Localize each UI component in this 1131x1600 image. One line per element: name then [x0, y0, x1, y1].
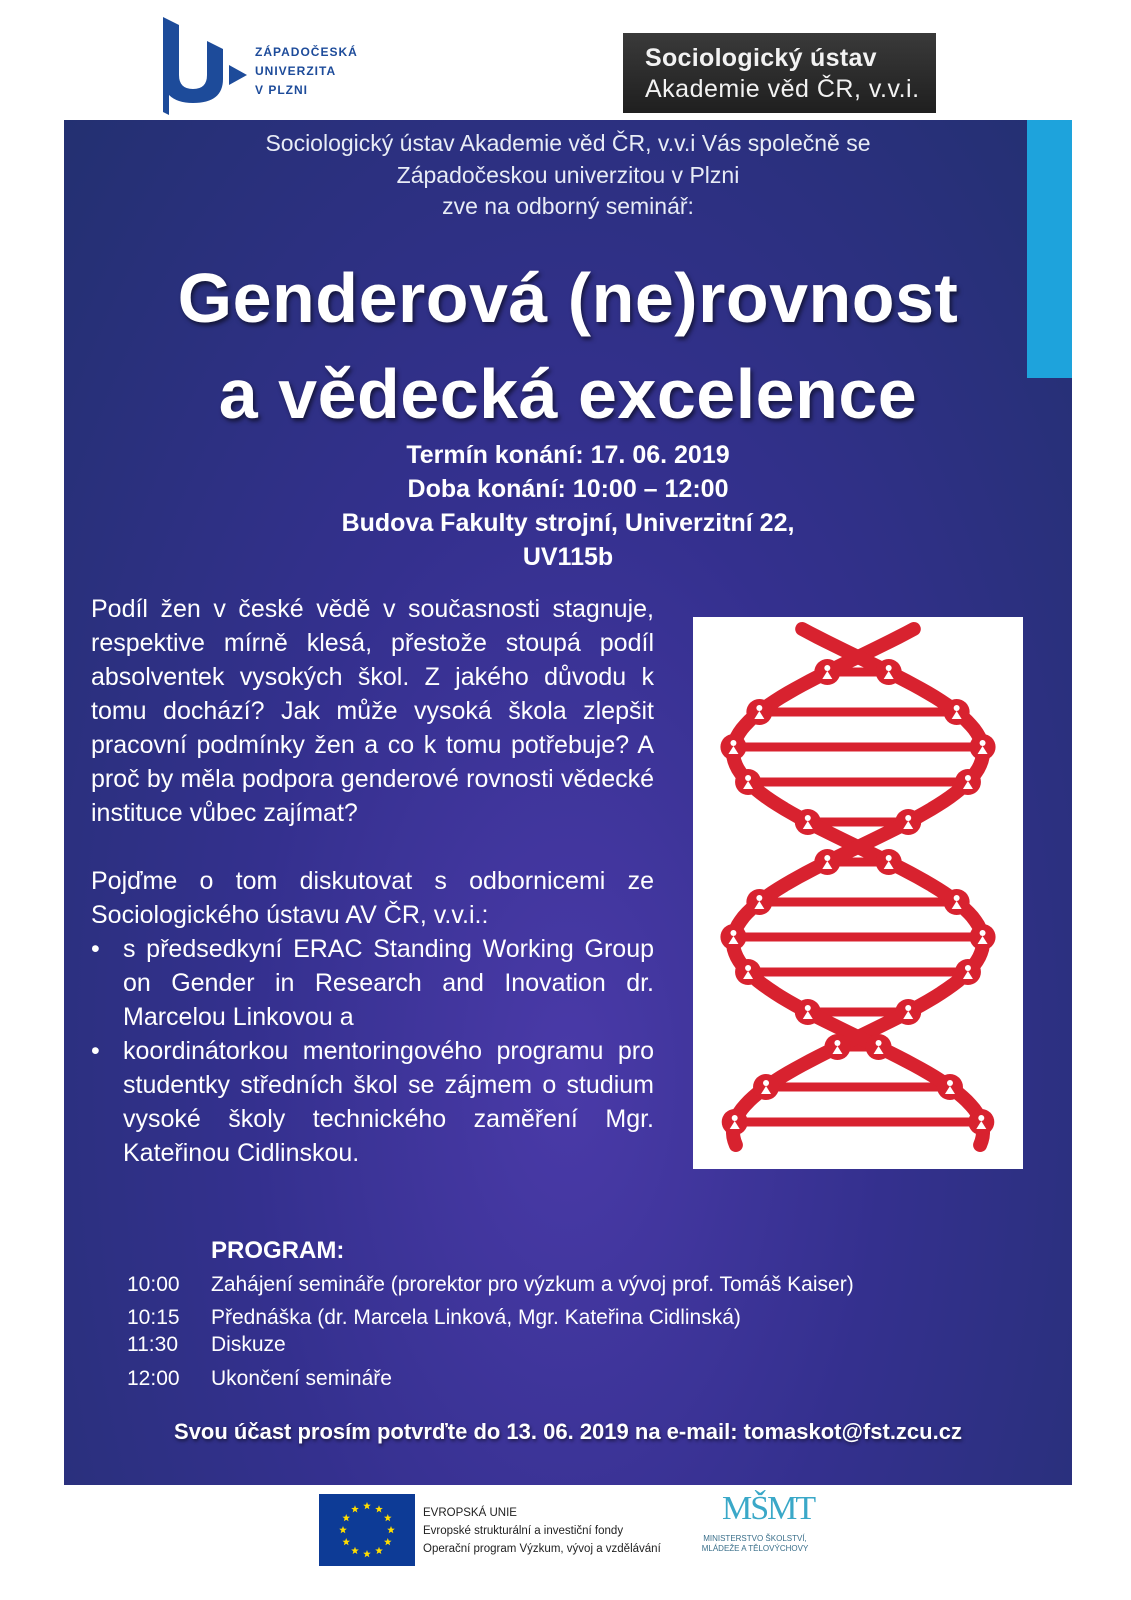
- eu-star-icon: [375, 1547, 383, 1554]
- title-line-2: a vědecká excelence: [218, 355, 918, 433]
- zcu-u-mark-icon: [163, 17, 253, 117]
- program-row: [127, 1273, 854, 1297]
- zcu-name-line-3: V PLZNI: [255, 83, 309, 97]
- poster-main: [64, 120, 1072, 1485]
- eu-line-1: EVROPSKÁ UNIE: [423, 1507, 517, 1519]
- program-text: Diskuze: [211, 1333, 286, 1356]
- eu-star-icon: [342, 1538, 350, 1545]
- msmt-logo: [692, 1490, 852, 1570]
- dna-helix-icon: [693, 617, 1023, 1169]
- sociological-institute-logo: [623, 33, 936, 113]
- eu-line-2: Evropské strukturální a investiční fondy: [423, 1525, 624, 1537]
- zcu-name: [255, 43, 358, 100]
- zcu-name-line-1: ZÁPADOČESKÁ: [255, 45, 358, 59]
- event-room: UV115b: [522, 543, 614, 571]
- eu-star-icon: [351, 1505, 359, 1512]
- event-time: Doba konání: 10:00 – 12:00: [407, 475, 729, 503]
- eu-star-icon: [363, 1502, 371, 1509]
- program-time: 11:30: [127, 1333, 178, 1356]
- eu-star-icon: [384, 1538, 392, 1545]
- eu-funding-text: [423, 1504, 661, 1558]
- zcu-name-line-2: UNIVERZITA: [255, 64, 337, 78]
- dna-illustration: [693, 617, 1023, 1169]
- program-row: [127, 1306, 741, 1330]
- rsvp-note: Svou účast prosím potvrďte do 13. 06. 2019 na e-mail: tomaskot@fst.zcu.cz: [174, 1419, 962, 1444]
- program-text: Ukončení semináře: [211, 1367, 392, 1390]
- program-heading: PROGRAM:: [211, 1237, 345, 1264]
- msmt-line-2: MLÁDEŽE A TĚLOVÝCHOVY: [701, 1544, 809, 1553]
- program-text: Přednáška (dr. Marcela Linková, Mgr. Kateřina Cidlinská): [211, 1306, 741, 1329]
- msmt-name: [692, 1534, 818, 1554]
- eu-line-3: Operační program Výzkum, vývoj a vzdělávání: [423, 1543, 661, 1555]
- title-line-1: Genderová (ne)rovnost: [177, 259, 959, 337]
- program-row: [127, 1333, 286, 1357]
- eu-star-icon: [342, 1514, 350, 1521]
- eu-star-icon: [351, 1547, 359, 1554]
- eu-flag-icon: [319, 1494, 415, 1566]
- eu-star-icon: [363, 1550, 371, 1557]
- msmt-line-1: MINISTERSTVO ŠKOLSTVÍ,: [703, 1534, 807, 1543]
- body-text: [91, 592, 654, 1170]
- event-date: Termín konání: 17. 06. 2019: [406, 441, 730, 469]
- eu-star-icon: [339, 1526, 347, 1533]
- speaker-list-item: • s předsedkyní ERAC Standing Working Group on Gender in Research and Inovation dr. Marcelou Linkovou a: [91, 932, 654, 1034]
- zcu-logo: [163, 17, 363, 117]
- soc-logo-line-2: Akademie věd ČR, v.v.i.: [645, 75, 920, 103]
- intro-line-3: zve na odborný seminář:: [442, 193, 694, 219]
- intro-line-2: Západočeskou univerzitou v Plzni: [396, 162, 740, 188]
- event-venue: Budova Fakulty strojní, Univerzitní 22,: [341, 509, 795, 537]
- eu-star-icon: [387, 1526, 395, 1533]
- speaker-list: [91, 932, 654, 1170]
- program-time: 10:15: [127, 1306, 180, 1329]
- msmt-mark: MŠMT: [722, 1490, 815, 1527]
- program-time: 12:00: [127, 1367, 180, 1390]
- paragraph-1: Podíl žen v české vědě v současnosti stagnuje, respektive mírně klesá, přestože stoupá podíl absolventek vysokých škol. Z jakého důvodu k tomu dochází? Jak může vysoká škola zlepšit pracovní podmínky žen a co k tomu potřebuje? A proč by měla podpora genderové rovnosti vědecké instituce vůbec zajímat?: [91, 595, 654, 827]
- speaker-list-item: • koordinátorkou mentoringového programu pro studentky středních škol se zájmem o studium vysoké školy technického zaměření Mgr. Kateřinou Cidlinskou.: [91, 1034, 654, 1170]
- program-time: 10:00: [127, 1273, 180, 1296]
- intro-line-1: Sociologický ústav Akademie věd ČR, v.v.i Vás společně se: [265, 130, 871, 156]
- paragraph-2: Pojďme o tom diskutovat s odbornicemi ze Sociologického ústavu AV ČR, v.v.i.:: [91, 867, 654, 929]
- eu-star-icon: [375, 1505, 383, 1512]
- eu-star-icon: [384, 1514, 392, 1521]
- program-row: [127, 1367, 392, 1391]
- program-text: Zahájení semináře (prorektor pro výzkum a vývoj prof. Tomáš Kaiser): [211, 1273, 854, 1296]
- soc-logo-line-1: Sociologický ústav: [645, 44, 877, 72]
